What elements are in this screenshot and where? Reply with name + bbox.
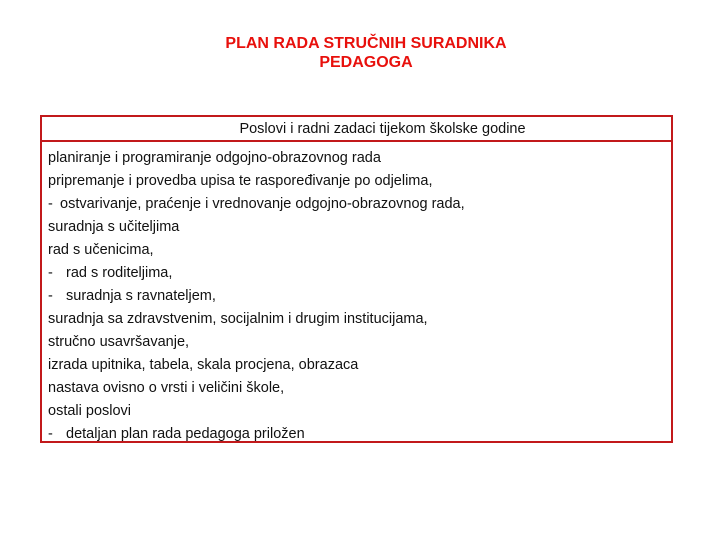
list-item: [48, 377, 668, 400]
title-line-1: PLAN RADA STRUČNIH SURADNIKA: [225, 35, 507, 52]
item-text: nastava ovisno o vrsti i veličini škole,: [48, 380, 285, 396]
item-text: planiranje i programiranje odgojno-obrazovnog rada: [48, 150, 381, 166]
list-item: [48, 193, 668, 216]
list-item: [48, 423, 668, 446]
item-bullet: -: [48, 288, 53, 304]
item-text: ostvarivanje, praćenje i vrednovanje odgojno-obrazovnog rada,: [60, 196, 465, 212]
item-text: detaljan plan rada pedagoga priložen: [66, 426, 305, 442]
page-title: [0, 34, 720, 72]
item-bullet: -: [48, 265, 53, 281]
table-body: [48, 147, 668, 446]
item-text: ostali poslovi: [48, 403, 132, 419]
list-item: [48, 308, 668, 331]
item-text: suradnja sa zdravstvenim, socijalnim i drugim institucijama,: [48, 311, 428, 327]
item-text: suradnja s ravnateljem,: [66, 288, 216, 304]
list-item: [48, 216, 668, 239]
list-item: [48, 170, 668, 193]
list-item: [48, 147, 668, 170]
item-text: pripremanje i provedba upisa te raspoređivanje po odjelima,: [48, 173, 433, 189]
tasks-table: [40, 115, 673, 443]
list-item: [48, 285, 668, 308]
list-item: [48, 354, 668, 377]
item-text: rad s roditeljima,: [66, 265, 173, 281]
item-bullet: -: [48, 426, 53, 442]
list-item: [48, 400, 668, 423]
table-header: [42, 117, 671, 142]
item-text: stručno usavršavanje,: [48, 334, 190, 350]
list-item: [48, 262, 668, 285]
list-item: [48, 331, 668, 354]
list-item: [48, 239, 668, 262]
item-text: rad s učenicima,: [48, 242, 154, 258]
item-text: izrada upitnika, tabela, skala procjena, obrazaca: [48, 357, 359, 373]
title-line-2: PEDAGOGA: [319, 54, 413, 71]
item-bullet: -: [48, 196, 53, 212]
item-text: suradnja s učiteljima: [48, 219, 180, 235]
table-header-text: Poslovi i radni zadaci tijekom školske godine: [239, 121, 526, 137]
